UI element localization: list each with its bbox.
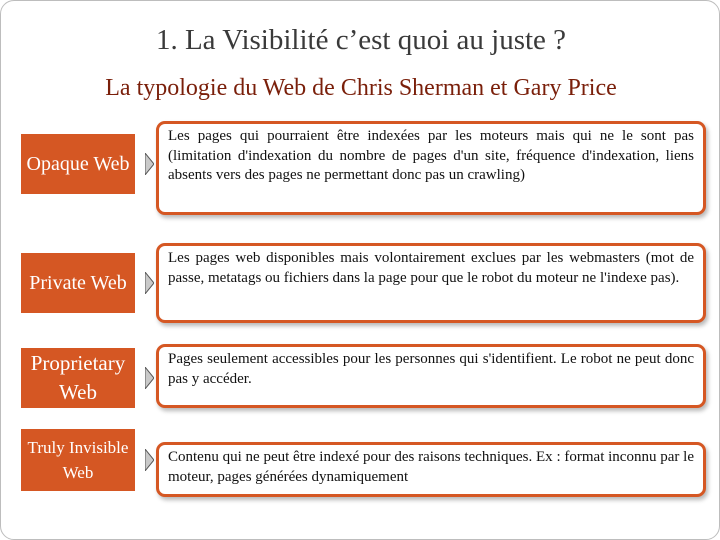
connector-arrow-icon (145, 449, 154, 471)
connector-arrow-icon (145, 367, 154, 389)
category-description-proprietary: Pages seulement accessibles pour les personnes qui s'identifient. Le robot ne peut donc pas y accéder. (156, 344, 706, 408)
category-description-opaque: Les pages qui pourraient être indexées par les moteurs mais qui ne le sont pas (limitation d'indexation du nombre de pages d'un site, fréquence d'indexation, liens absents vers des pages ne permettant donc pas un crawling) (156, 121, 706, 215)
slide-title: 1. La Visibilité c’est quoi au juste ? (155, 24, 567, 56)
category-label-private: Private Web (21, 253, 135, 313)
category-description-private: Les pages web disponibles mais volontairement exclues par les webmasters (mot de passe, metatags ou fichiers dans la page pour que le robot du moteur ne l'indexe pas). (156, 243, 706, 323)
category-label-truly-invisible: Truly Invisible Web (21, 429, 135, 491)
category-label-opaque: Opaque Web (21, 134, 135, 194)
connector-arrow-icon (145, 153, 154, 175)
slide-subtitle: La typologie du Web de Chris Sherman et Gary Price (105, 75, 617, 101)
category-label-proprietary: Proprietary Web (21, 348, 135, 408)
connector-arrow-icon (145, 272, 154, 294)
category-description-truly-invisible: Contenu qui ne peut être indexé pour des raisons techniques. Ex : format inconnu par le moteur, pages générées dynamiquement (156, 442, 706, 497)
